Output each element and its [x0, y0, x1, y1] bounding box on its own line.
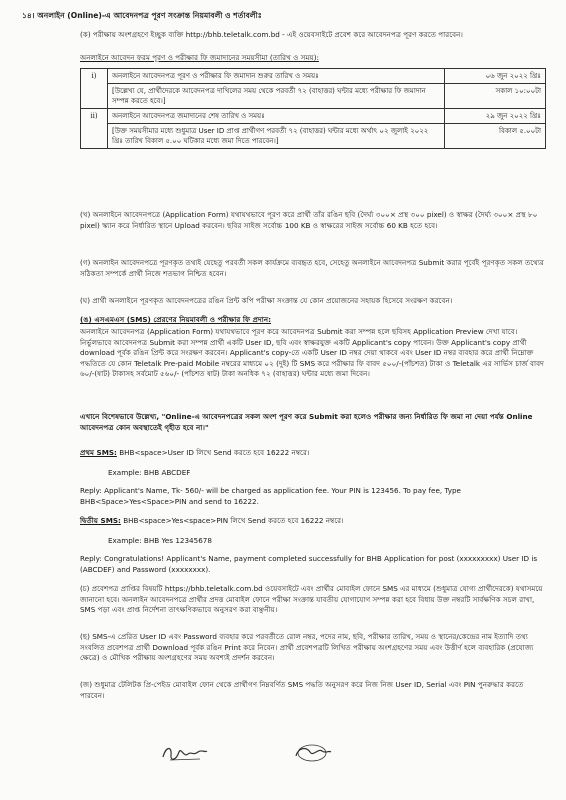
- sms2-example: Example: BHB Yes 12345678: [108, 536, 212, 545]
- item-ja: (জ) শুধুমাত্র টেলিটক প্রি-পেইড মোবাইল ফোন থেকে প্রার্থীগণ নিম্নবর্ণিত SMS পদ্ধতি অনুসরণ করে নিজ নিজ User ID, Serial এবং PIN পুনরুদ্ধার করতে পারবেন।: [80, 680, 524, 700]
- signature-1: [160, 742, 210, 767]
- sms2-reply: Reply: Congratulations! Applicant's Name, payment completed successfully for BHB Application for post (xxxxxxxxx) User ID is (ABCDEF) and Password (xxxxxxxx).: [80, 554, 538, 574]
- schedule-date: ০৬ জুন ২০২২ খ্রিঃ: [445, 69, 546, 84]
- schedule-time: বিকাল ৫.০০টা: [445, 124, 546, 149]
- item-ka: (ক) পরীক্ষায় অংশগ্রহণে ইচ্ছুক ব্যক্তি http://bhb.teletalk.com.bd - এই ওয়েবসাইটে প্রবেশ করে আবেদনপত্র পূরণ করতে পারবেন।: [80, 30, 463, 39]
- schedule-table: [80, 68, 546, 149]
- item-uma-body: অনলাইনে আবেদনপত্র (Application Form) যথাযথভাবে পূরণ করে আবেদনপত্র Submit করা সম্পন্ন হলে ছবিসহ Application Preview দেখা যাবে। নির্ভুলভাবে আবেদনপত্র Submit করা সম্পন্ন প্রার্থী একটি User ID, ছবি এবং স্বাক্ষরযুক্ত একটি Applicant's copy পাবেন। উক্ত Applicant's copy প্রার্থী download পূর্বক রঙিন প্রিন্ট করে সংরক্ষণ করবেন। Applicant's copy-তে একটি User ID নম্বর দেয়া থাকবে এবং User ID নম্বর ব্যবহার করে প্রার্থী নিম্নোক্ত পদ্ধতিতে যে কোন Teletalk Pre-paid Mobile নম্বরের মাধ্যমে ০২ (দুই) টি SMS করে পরীক্ষার ফি বাবদ ৫০০/-(পাঁচশত) টাকা ও Teletalk এর সার্ভিস চার্জ বাবদ ৬০/-(ষাট) টাকাসহ সর্বমোট ৫৬০/- (পাঁচশত ষাট) টাকা অনধিক ৭২ (বাহাত্তর) ঘন্টার মধ্যে জমা দিবেন।: [80, 327, 544, 378]
- sms1-line: [80, 448, 548, 459]
- schedule-row: [81, 69, 546, 84]
- schedule-time: সকাল ১০:০০টা: [445, 84, 546, 109]
- schedule-note: [উক্ত সময়সীমার মধ্যে শুধুমাত্র User ID প্রাপ্ত প্রার্থীগণ পরবর্তী ৭২ (বাহাত্তর) ঘন্টার মধ্যে অর্থাৎ ০২ জুলাই ২০২২ খ্রিঃ তারিখ বিকাল ৫.০০ ঘটিকার মধ্যে জমা দিতে পারবেন।]: [108, 124, 445, 149]
- schedule-date: ২৯ জুন ২০২২ খ্রিঃ: [445, 109, 546, 124]
- schedule-row: [81, 124, 546, 149]
- item-cha: (চ) প্রবেশপত্র প্রাপ্তির বিষয়টি https://bhb.teletalk.com.bd ওয়েবসাইটে এবং প্রার্থীর মোবাইল ফোনে SMS এর মাধ্যমে (শুধুমাত্র যোগ্য প্রার্থীদেরকে) যথাসময়ে জানানো হবে। অনলাইন আবেদনপত্রে প্রার্থীর প্রদত্ত মোবাইল ফোনে পরীক্ষা সংক্রান্ত যাবতীয় যোগাযোগ সম্পন্ন করা হবে বিধায় উক্ত নম্বরটি সার্বক্ষণিক সচল রাখা, SMS পড়া এবং প্রাপ্ত নির্দেশনা তাৎক্ষণিকভাবে অনুসরণ করা বাঞ্ছনীয়।: [80, 584, 543, 614]
- schedule-title-cell: অনলাইনে আবেদনপত্র পূরণ ও পরীক্ষার ফি জমাদান শুরুর তারিখ ও সময়ঃ: [108, 69, 445, 84]
- schedule-row: [81, 109, 546, 124]
- schedule-num: ii): [81, 109, 108, 149]
- section-heading: ১৪। অনলাইন (Online)-এ আবেদনপত্র পূরণ সংক্রান্ত নিয়মাবলী ও শর্তাবলীঃ: [22, 11, 262, 20]
- schedule-title-cell: অনলাইনে আবেদনপত্র জমাদানের শেষ তারিখ ও সময়ঃ: [108, 109, 445, 124]
- schedule-title: অনলাইনে আবেদন ফরম পূরণ ও পরীক্ষার ফি জমাদানের সময়সীমা (তারিখ ও সময়):: [80, 53, 319, 62]
- sms1-reply: Reply: Applicant's Name, Tk- 560/- will be charged as application fee. Your PIN is 123456. To pay fee, Type BHB<Space>Yes<Space>PIN and send to 16222.: [80, 486, 461, 506]
- item-uma-title: (ঙ) এসএমএস (SMS) প্রেরণের নিয়মাবলী ও পরীক্ষার ফি প্রদান:: [80, 315, 272, 324]
- notice: এখানে বিশেষভাবে উল্লেখ্য, "Online-এ আবেদনপত্রের সকল অংশ পূরণ করে Submit করা হলেও পরীক্ষার জন্য নির্ধারিত ফি জমা না দেয়া পর্যন্ত Online আবেদনপত্র কোন অবস্থাতেই গৃহীত হবে না।": [80, 412, 533, 432]
- sms1-label: প্রথম SMS:: [80, 448, 117, 457]
- item-chha: (ছ) SMS-এ প্রেরিত User ID এবং Password ব্যবহার করে পরবর্তীতে রোল নম্বর, পদের নাম, ছবি, পরীক্ষার তারিখ, সময় ও স্থানের/কেন্দ্রের নাম ইত্যাদি তথ্য সংবলিত প্রবেশপত্র প্রার্থী Download পূর্বক রঙিন Print করে নিবেন। প্রার্থী প্রবেশপত্রটি লিখিত পরীক্ষায় অংশগ্রহণের সময় এবং উত্তীর্ণ হলে ব্যবহারিক (প্রযোজ্য ক্ষেত্রে) ও মৌখিক পরীক্ষায় অংশগ্রহণের সময় অবশ্যই প্রদর্শন করবেন।: [80, 632, 534, 662]
- schedule-row: [81, 84, 546, 109]
- sms2-label: দ্বিতীয় SMS:: [80, 516, 121, 525]
- item-gha: (ঘ) প্রার্থী অনলাইনে পূরণকৃত আবেদনপত্রের রঙিন প্রিন্ট কপি পরীক্ষা সংক্রান্ত যে কোন প্রয়োজনের সহায়ক হিসেবে সংরক্ষণ করবেন।: [80, 296, 453, 305]
- schedule-num: i): [81, 69, 108, 109]
- sms2-text: BHB<space>Yes<space>PIN লিখে Send করতে হবে 16222 নম্বরে।: [120, 516, 344, 525]
- schedule-note: [উল্লেখ্য যে, প্রার্থীদেরকে আবেদনপত্র দাখিলের সময় থেকে পরবর্তী ৭২ (বাহাত্তর) ঘন্টার মধ্যে পরীক্ষার ফি জমাদান সম্পন্ন করতে হবে।]: [108, 84, 445, 109]
- item-kha: (খ) অনলাইনে আবেদনপত্রে (Application Form) যথাযথভাবে পূরণ করে প্রার্থী তাঁর রঙিন ছবি (দৈর্ঘ্য ৩০০× প্রস্থ ৩০০ pixel) ও স্বাক্ষর (দৈর্ঘ্য ৩০০× প্রস্থ ৮০ pixel) স্ক্যান করে নির্ধারিত স্থানে Upload করবেন। ছবির সাইজ সর্বোচ্চ 100 KB ও স্বাক্ষরের সাইজ সর্বোচ্চ 60 KB হতে হবে।: [80, 210, 538, 230]
- signature-2: [292, 742, 334, 767]
- sms1-text: BHB<space>User ID লিখে Send করতে হবে 16222 নম্বরে।: [116, 448, 310, 457]
- sms1-example: Example: BHB ABCDEF: [108, 468, 191, 477]
- item-ga: (গ) অনলাইন আবেদনপত্রে পূরণকৃত তথ্যই যেহেতু পরবর্তী সকল কার্যক্রমে ব্যবহৃত হবে, সেহেতু অনলাইনে আবেদনপত্র Submit করার পূর্বেই পূরণকৃত সকল তথ্যের সঠিকতা সম্পর্কে প্রার্থী নিজে শতভাগ নিশ্চিত হবেন।: [80, 258, 544, 278]
- sms2-line: [80, 516, 548, 527]
